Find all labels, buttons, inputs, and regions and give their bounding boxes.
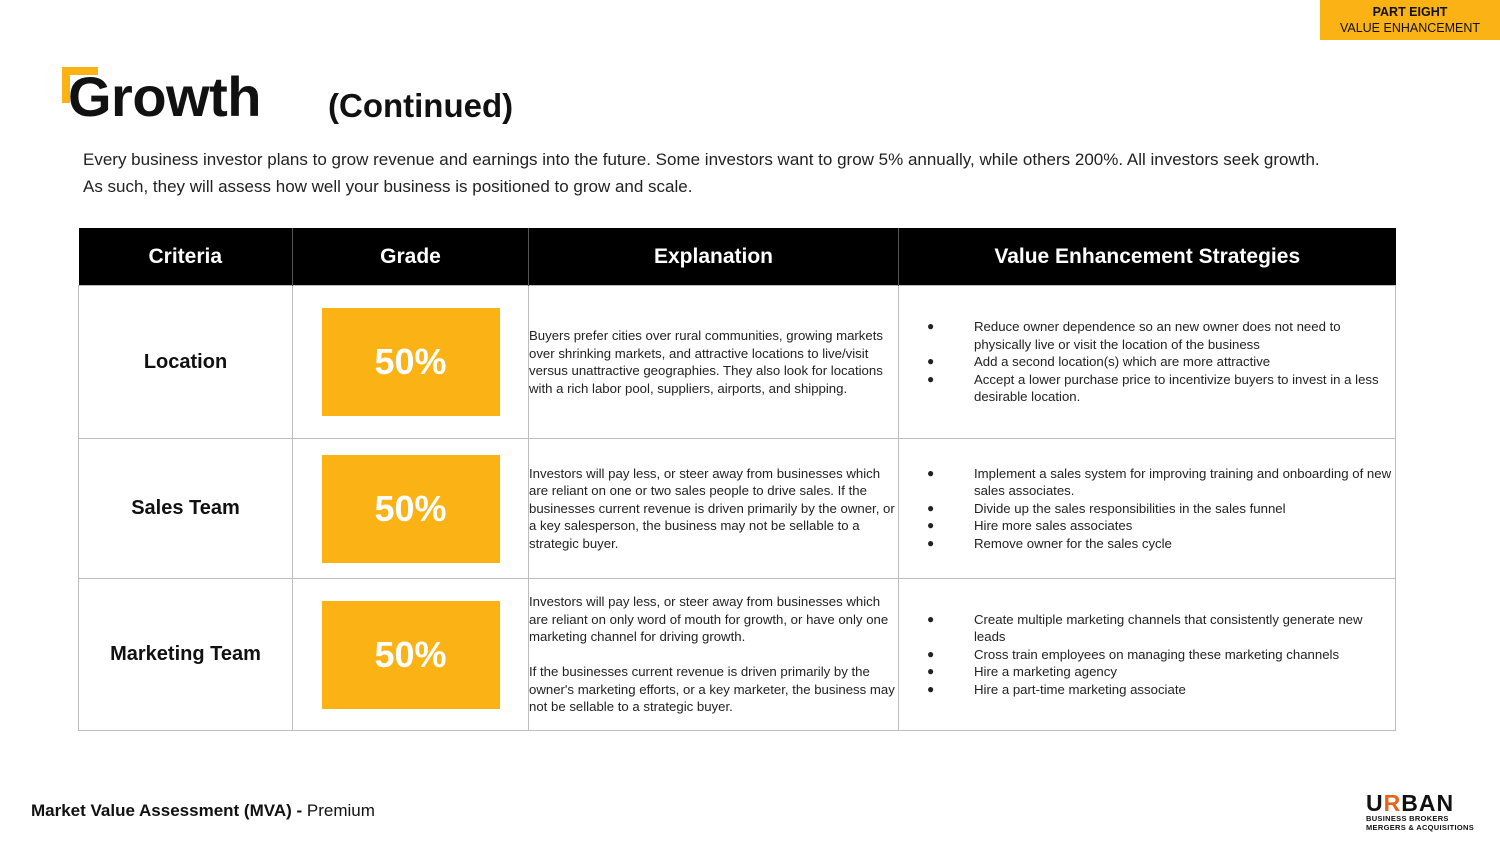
bullet-icon: ●: [927, 535, 935, 550]
grade-cell: [293, 579, 529, 731]
column-header-explanation: Explanation: [529, 228, 899, 286]
bullet-icon: ●: [927, 664, 935, 679]
table-row: [79, 579, 1396, 731]
criteria-cell: Marketing Team: [79, 579, 293, 731]
page-subtitle: (Continued): [328, 87, 514, 124]
table-row: [79, 286, 1396, 439]
bullet-icon: ●: [927, 371, 935, 386]
explanation-text: Investors will pay less, or steer away from businesses which are reliant on only word of mouth for growth, or have only one marketing channel for driving growth.: [529, 594, 889, 645]
bullet-icon: ●: [927, 681, 935, 696]
explanation-text: Buyers prefer cities over rural communities, growing markets over shrinking markets, and attractive locations to live/visit versus unattractive geographies. They also look for locations with a rich labor pool, suppliers, airports, and shipping.: [529, 328, 883, 396]
strategy-item: ● Reduce owner dependence so an new owner does not need to physically live or visit the location of the business: [927, 319, 1341, 352]
column-header-criteria: Criteria: [79, 228, 293, 286]
criteria-cell: Location: [79, 286, 293, 439]
grade-badge: 50%: [322, 601, 500, 709]
bullet-icon: ●: [927, 465, 935, 480]
strategy-item: ● Hire more sales associates: [927, 518, 1133, 534]
section-tag-part: PART EIGHT: [1372, 5, 1448, 19]
strategy-item: ● Divide up the sales responsibilities in the sales funnel: [927, 500, 1286, 516]
grade-badge: 50%: [322, 455, 500, 563]
bullet-icon: ●: [927, 518, 935, 533]
footer-title: Market Value Assessment (MVA) -: [31, 801, 303, 820]
bullet-icon: ●: [927, 500, 935, 515]
explanation-text: If the businesses current revenue is driven primarily by the owner's marketing efforts, or a key marketer, the business may not be sellable to a strategic buyer.: [529, 664, 895, 715]
bullet-icon: ●: [927, 319, 935, 334]
criteria-cell: Sales Team: [79, 439, 293, 579]
intro-paragraph: Every business investor plans to grow revenue and earnings into the future. Some investors want to grow 5% annually, while others 200%. All investors seek growth. As such, they will assess how well your business is positioned to grow and scale.: [83, 150, 1320, 196]
grade-badge: 50%: [322, 308, 500, 416]
column-header-grade: Grade: [293, 228, 529, 286]
company-logo: [1366, 792, 1474, 832]
strategy-item: ● Create multiple marketing channels that consistently generate new leads: [927, 611, 1363, 645]
bullet-icon: ●: [927, 354, 935, 369]
explanation-text: Investors will pay less, or steer away from businesses which are reliant on one or two sales people to drive sales. If the businesses current revenue is driven primarily by the owner, or a key salesperson, the business may not be sellable to a strategic buyer.: [529, 465, 895, 551]
strategy-list: [899, 611, 1395, 699]
grade-cell: [293, 439, 529, 579]
strategy-item: ● Remove owner for the sales cycle: [927, 535, 1172, 551]
strategy-item: ● Hire a part-time marketing associate: [927, 681, 1186, 697]
strategy-item: ● Add a second location(s) which are more attractive: [927, 354, 1271, 370]
table-header-row: [79, 228, 1396, 286]
grade-cell: [293, 286, 529, 439]
table-row: [79, 439, 1396, 579]
section-tag: [1320, 0, 1500, 40]
growth-criteria-table: [78, 228, 1396, 731]
bullet-icon: ●: [927, 646, 935, 661]
logo-wordmark: URBAN: [1366, 790, 1455, 816]
bullet-icon: ●: [927, 611, 935, 626]
logo-tagline-1: BUSINESS BROKERS: [1366, 814, 1449, 823]
strategy-item: ● Accept a lower purchase price to incentivize buyers to invest in a less desirable location.: [927, 371, 1379, 405]
strategies-cell: [899, 579, 1396, 731]
explanation-cell: [529, 579, 899, 731]
footer-label: [31, 801, 375, 821]
strategy-list: [899, 465, 1395, 553]
footer-tier: Premium: [306, 801, 375, 820]
strategy-item: ● Hire a marketing agency: [927, 664, 1117, 680]
strategy-list: [899, 318, 1395, 406]
strategies-cell: [899, 286, 1396, 439]
strategy-item: ● Cross train employees on managing these marketing channels: [927, 646, 1340, 662]
page-title: Growth: [68, 65, 261, 128]
strategies-cell: [899, 439, 1396, 579]
explanation-cell: [529, 439, 899, 579]
explanation-cell: [529, 286, 899, 439]
section-tag-title: VALUE ENHANCEMENT: [1339, 21, 1481, 35]
logo-tagline-2: MERGERS & ACQUISITIONS: [1366, 823, 1474, 832]
column-header-strategies: Value Enhancement Strategies: [899, 228, 1396, 286]
strategy-item: ● Implement a sales system for improving training and onboarding of new sales associates.: [927, 465, 1392, 499]
